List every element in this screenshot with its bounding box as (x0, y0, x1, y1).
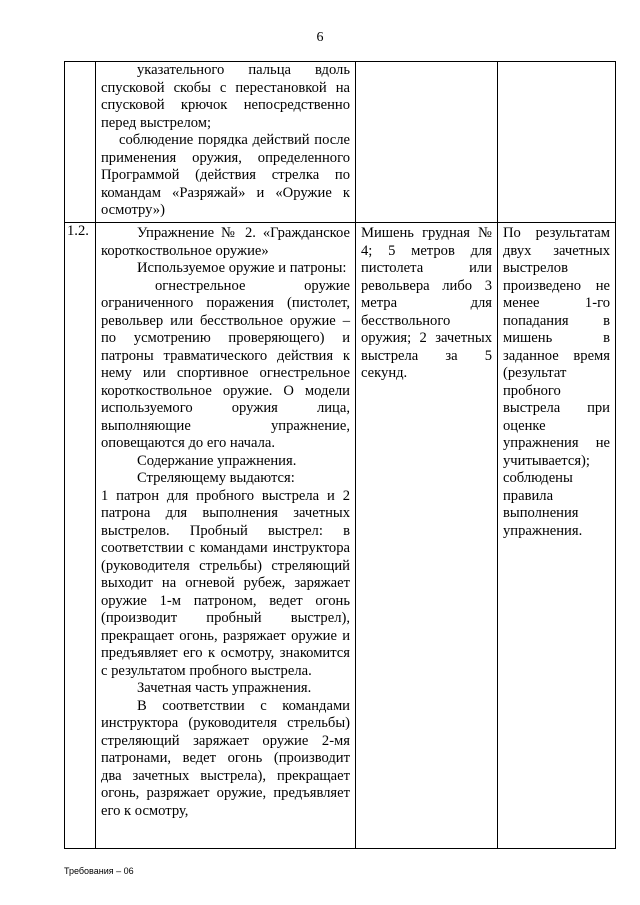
weapon-text: огнестрельное оружие ограниченного поражения (пистолет, револьвер или бесствольное оружие – по усмотрению проверяющего) и патроны травматического действия к нему или спортивное огнестрельное короткоствольное оружие. О модели используемого оружия лица, выполняющие упражнение, оповещаются до его начала. (101, 277, 350, 451)
content-heading: Содержание упражнения. (137, 452, 297, 469)
row-number: 1.2. (65, 223, 96, 849)
table-cell-conditions (356, 62, 498, 223)
issued-heading: Стреляющему выдаются: (137, 470, 295, 486)
table-cell-number (65, 62, 96, 223)
footer-label: Требования – 06 (64, 866, 134, 876)
page-number: 6 (316, 30, 324, 45)
table-cell-conditions: Мишень грудная № 4; 5 метров для пистолета или револьвера либо 3 метра для бесствольного оружия; 2 зачетных выстрела за 5 секунд. (356, 223, 498, 849)
table-cell-evaluation (498, 62, 616, 223)
table-row (65, 62, 616, 223)
credit-text: В соответствии с командами инструктора (руководителя стрельбы) стреляющий заряжает оружие 2-мя патронами, ведет огонь (производит два зачетных выстрела), прекращает огонь, разряжает оружие, предъявляет его к осмотру, (101, 697, 350, 819)
weapon-heading: Используемое оружие и патроны: (137, 260, 347, 276)
requirements-table (64, 61, 616, 849)
table-row (65, 223, 616, 849)
exercise-title: Упражнение № 2. «Гражданское короткоствольное оружие» (101, 225, 350, 259)
issued-text: 1 патрон для пробного выстрела и 2 патрона для выполнения зачетных выстрелов. Пробный выстрел: в соответствии с командами инструктора (руководителя стрельбы) стреляющий выходит на огневой рубеж, заряжает оружие 1-м патроном, ведет огонь (производит пробный выстрел), прекращает огонь, разряжает оружие и предъявляет его к осмотру, знакомится с результатом пробного выстрела. (101, 487, 350, 679)
table-cell-description (96, 223, 356, 849)
table-cell-description (96, 62, 356, 223)
paragraph: указательного пальца вдоль спусковой скобы с перестановкой на спусковой крючок непосредственно перед выстрелом; (101, 62, 350, 131)
paragraph: соблюдение порядка действий после применения оружия, определенного Программой (действия стрелка по командам «Разряжай» и «Оружие к осмотру») (101, 132, 350, 218)
credit-heading: Зачетная часть упражнения. (137, 680, 312, 696)
table-cell-evaluation: По результатам двух зачетных выстрелов произведено не менее 1-го попадания в мишень в заданное время (результат пробного выстрела при оценке упражнения не учитывается); соблюдены правила выполнения упражнения. (498, 223, 616, 849)
